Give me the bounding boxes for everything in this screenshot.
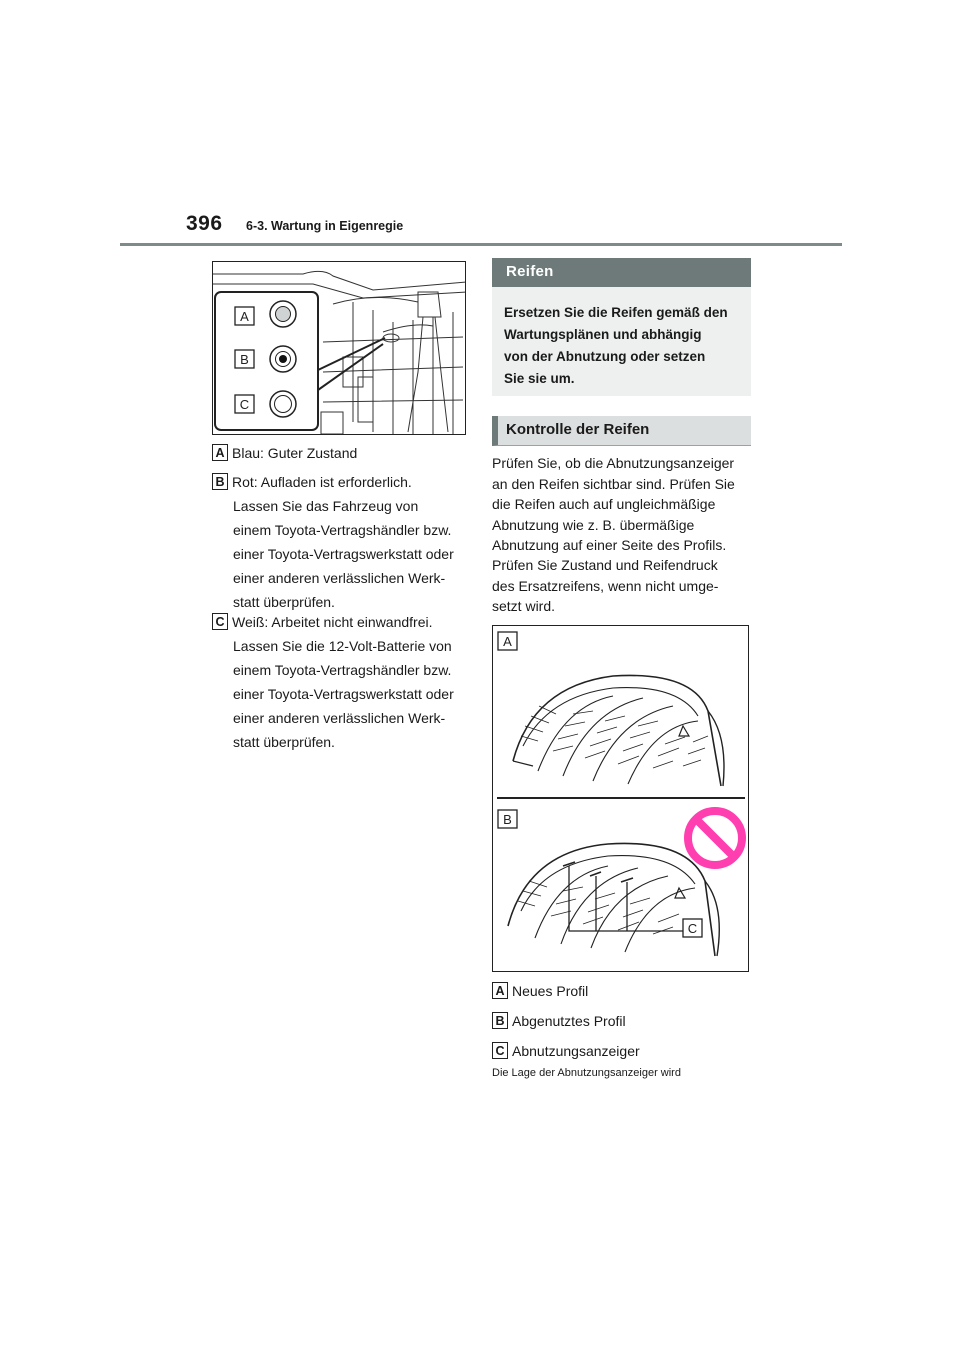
legend-text: einer anderen verlässlichen Werk- bbox=[233, 710, 446, 726]
legend-text: einem Toyota-Vertragshändler bzw. bbox=[233, 662, 452, 678]
legend-text: Abnutzungsanzeiger bbox=[512, 1043, 640, 1059]
legend-item-a bbox=[212, 441, 357, 465]
legend-item-c bbox=[212, 610, 454, 754]
letter-box: C bbox=[212, 613, 228, 630]
battery-indicator-figure bbox=[212, 261, 466, 435]
legend-text: Lassen Sie das Fahrzeug von bbox=[233, 498, 419, 514]
summary-line: von der Abnutzung oder setzen bbox=[504, 349, 706, 364]
paragraph-line: Abnutzung auf einer Seite des Profils. bbox=[492, 537, 727, 553]
page-number: 396 bbox=[186, 212, 223, 235]
letter-box: A bbox=[492, 982, 508, 999]
tire-label-b: B bbox=[503, 812, 512, 827]
tire-label-c: C bbox=[687, 921, 698, 936]
legend-text: einer Toyota-Vertragswerkstatt oder bbox=[233, 546, 454, 562]
battery-label-c: C bbox=[239, 397, 250, 412]
paragraph-line: Prüfen Sie Zustand und Reifendruck bbox=[492, 557, 718, 573]
subsection-heading: Kontrolle der Reifen bbox=[506, 421, 650, 438]
paragraph-line: an den Reifen sichtbar sind. Prüfen Sie bbox=[492, 475, 735, 492]
section-title: 6-3. Wartung in Eigenregie bbox=[246, 219, 404, 233]
battery-label-b: B bbox=[240, 352, 249, 367]
legend-text: einer anderen verlässlichen Werk- bbox=[233, 570, 446, 586]
tire-illustration bbox=[493, 626, 749, 972]
paragraph-line: die Reifen auch auf ungleichmäßige bbox=[492, 496, 716, 512]
legend-text: Lassen Sie die 12-Volt-Batterie von bbox=[233, 638, 452, 654]
tire-legend-item-a bbox=[492, 979, 588, 1003]
legend-text: Blau: Guter Zustand bbox=[232, 445, 358, 461]
tire-label-a: A bbox=[503, 634, 512, 649]
summary-line: Wartungsplänen und abhängig bbox=[504, 327, 702, 342]
section-heading: Reifen bbox=[506, 263, 554, 280]
section-band-reifen bbox=[492, 258, 751, 287]
worn-tire-icon bbox=[508, 843, 719, 956]
legend-item-b bbox=[212, 470, 454, 614]
legend-text: Neues Profil bbox=[512, 983, 589, 999]
summary-line: Sie sie um. bbox=[504, 371, 575, 386]
battery-illustration bbox=[213, 262, 466, 435]
paragraph-line: Prüfen Sie, ob die Abnutzungsanzeiger bbox=[492, 455, 735, 471]
tire-tread-figure bbox=[492, 625, 749, 972]
paragraph-line: Abnutzung wie z. B. übermäßige bbox=[492, 516, 695, 533]
paragraph-line: setzt wird. bbox=[492, 598, 556, 614]
letter-box: A bbox=[212, 444, 228, 461]
battery-label-a: A bbox=[240, 309, 249, 324]
new-tire-icon bbox=[513, 675, 724, 786]
legend-text: Abgenutztes Profil bbox=[512, 1013, 626, 1029]
subsection-band-kontrolle bbox=[492, 416, 751, 446]
legend-text: statt überprüfen. bbox=[233, 734, 335, 750]
letter-box: C bbox=[492, 1042, 508, 1059]
letter-box: B bbox=[212, 473, 228, 490]
tire-legend-item-c bbox=[492, 1039, 640, 1063]
paragraph-spare-tire bbox=[492, 555, 754, 617]
header-rule bbox=[120, 243, 842, 246]
legend-text: einem Toyota-Vertragshändler bzw. bbox=[233, 522, 452, 538]
paragraph-line: des Ersatzreifens, wenn nicht umge- bbox=[492, 577, 719, 594]
paragraph-wear-indicators bbox=[492, 453, 754, 556]
letter-box: B bbox=[492, 1012, 508, 1029]
tire-legend-item-b bbox=[492, 1009, 626, 1033]
summary-box bbox=[492, 287, 751, 396]
summary-line: Ersetzen Sie die Reifen gemäß den bbox=[504, 305, 728, 320]
legend-text: statt überprüfen. bbox=[233, 594, 335, 610]
legend-text: Weiß: Arbeitet nicht einwandfrei. bbox=[232, 614, 433, 630]
footnote: Die Lage der Abnutzungsanzeiger wird bbox=[492, 1067, 681, 1079]
prohibition-icon bbox=[688, 811, 742, 865]
legend-text: Rot: Aufladen ist erforderlich. bbox=[232, 474, 412, 490]
legend-text: einer Toyota-Vertragswerkstatt oder bbox=[233, 686, 454, 702]
